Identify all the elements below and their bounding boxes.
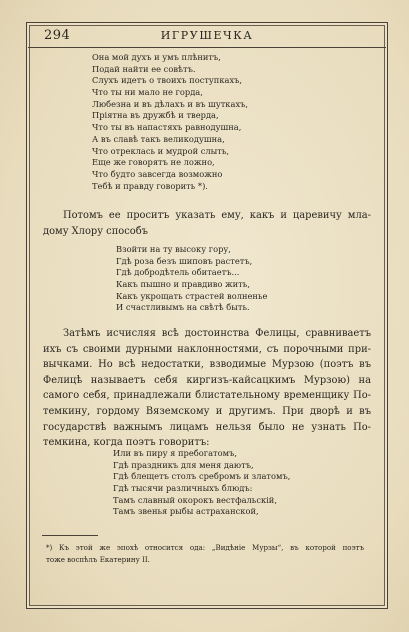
poem-line: Гдѣ тысячи различныхъ блюдъ: [113,483,253,494]
prose-line: государствѣ важнымъ лицамъ нельзя было не узнать По- [43,421,371,433]
poem-line: Какъ пышно и правдиво жить, [116,279,250,290]
poem-line: Что отреклась и мудрой слыть, [92,145,229,156]
prose-paragraph-1 [43,208,371,239]
footnote-line: *) Къ этой же эпохѣ относится ода: „Видѣніе Мурзы“, въ которой поэтъ [46,543,364,552]
poem-line: Что ты ни мало не горда, [92,87,203,98]
page-header [40,27,374,45]
prose-line: темкина, когда поэтъ говоритъ: [43,437,210,449]
prose-line: дому Хлору способъ [43,225,148,237]
poem-line: Гдѣ роза безъ шиповъ растетъ, [116,255,253,266]
footnote [46,542,364,565]
poem-line: И счастливымъ на свѣтѣ быть. [116,302,250,313]
prose-paragraph-2 [43,326,371,451]
poem-line: Пріятна въ дружбѣ и тверда, [92,110,219,121]
poem-line: Слухъ идетъ о твоихъ поступкахъ, [92,75,243,86]
poem-line: Взойти на ту высоку гору, [116,244,231,254]
poem-line: Какъ укрощать страстей волненье [116,290,268,301]
poem-stanza-1 [92,52,248,192]
poem-line: Гдѣ добродѣтель обитаетъ... [116,267,240,278]
poem-stanza-3 [113,448,290,518]
page-number: 294 [44,28,71,43]
poem-line: Любезна и въ дѣлахъ и въ шуткахъ, [92,98,249,109]
poem-line: Подай найти ее совѣтъ. [92,63,196,74]
poem-line: Что ты въ напастяхъ равнодушна, [92,122,242,133]
footnote-line: тоже воспѣлъ Екатерину II. [46,554,150,564]
prose-line: ихъ съ своими дурными наклонностями, съ порочными при- [43,343,371,355]
running-title: ИГРУШЕЧКА [160,29,254,42]
poem-line: Еще же говорятъ не ложно, [92,157,215,168]
poem-line: Гдѣ блещетъ столъ сребромъ и златомъ, [113,471,291,482]
poem-line: Гдѣ праздникъ для меня даютъ, [113,459,254,470]
poem-line: Что будто завсегда возможно [92,168,223,179]
poem-stanza-2 [116,244,267,314]
poem-line: Или въ пиру я пребогатомъ, [113,448,238,458]
prose-line: Фелицѣ называетъ себя киргизъ-кайсацкимъ Мурзою) на [43,374,371,386]
footnote-rule [42,535,98,536]
prose-line: самого себя, принадлежали блистательному временщику По- [43,390,371,402]
poem-line: Тамъ славный окорокъ вестфальскій, [113,494,277,505]
prose-line: Потомъ ее проситъ указать ему, какъ и царевичу мла- [63,210,371,221]
poem-line: Она мой духъ и умъ плѣнитъ, [92,52,221,62]
poem-line: Тамъ звенья рыбы астраханской, [113,506,259,517]
prose-line: вычками. Но всѣ недостатки, взводимые Мурзою (поэтъ въ [43,359,371,371]
prose-line: Затѣмъ исчисляя всѣ достоинства Фелицы, сравниваетъ [63,328,371,339]
poem-line: А въ славѣ такъ великодушна, [92,133,225,144]
header-rule [28,47,386,48]
poem-line: Тебѣ и правду говорить *). [92,180,208,191]
prose-line: темкину, гордому Вяземскому и другимъ. При дворѣ и въ [43,405,371,417]
